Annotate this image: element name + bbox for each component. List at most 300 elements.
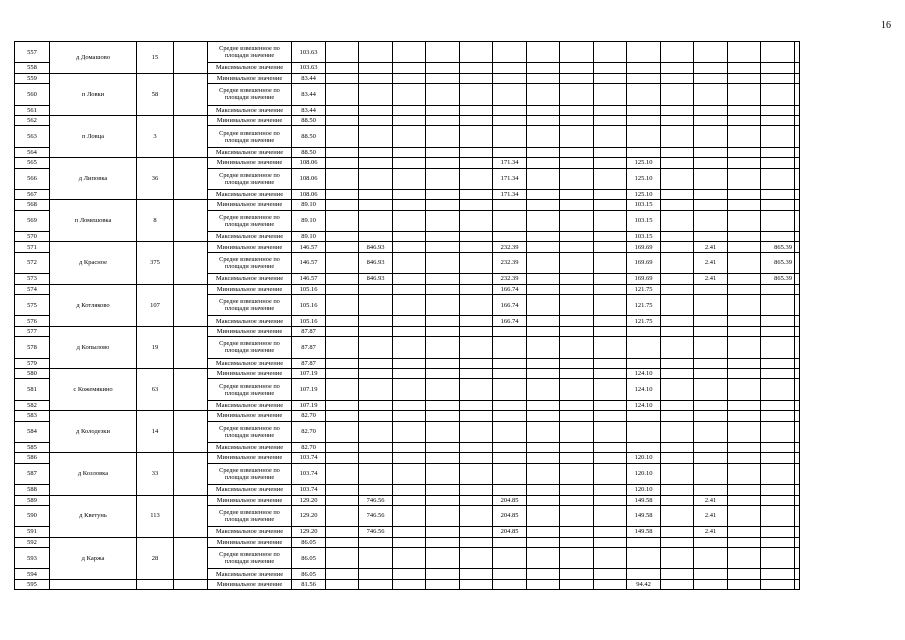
value-cell bbox=[393, 411, 426, 421]
value-kind: Минимальное значение bbox=[208, 242, 292, 252]
value-kind: Минимальное значение bbox=[208, 453, 292, 463]
value-cell bbox=[694, 421, 728, 442]
value-cell bbox=[527, 274, 560, 284]
population: 14 bbox=[137, 411, 174, 453]
value-cell bbox=[795, 326, 800, 336]
population bbox=[137, 579, 174, 589]
value-cell bbox=[359, 548, 393, 569]
value-cell bbox=[761, 579, 795, 589]
value-cell bbox=[326, 242, 359, 252]
row-number: 594 bbox=[15, 569, 50, 579]
value-cell: 124.10 bbox=[627, 400, 661, 410]
row-number: 572 bbox=[15, 252, 50, 273]
value-cell: 103.74 bbox=[292, 453, 326, 463]
value-cell bbox=[359, 126, 393, 147]
value-kind: Средне взвешенное по площади значение bbox=[208, 505, 292, 526]
value-cell bbox=[694, 63, 728, 73]
value-kind: Минимальное значение bbox=[208, 537, 292, 547]
value-cell: 129.20 bbox=[292, 527, 326, 537]
value-cell bbox=[694, 569, 728, 579]
value-cell: 204.85 bbox=[493, 495, 527, 505]
value-cell bbox=[728, 453, 761, 463]
value-cell bbox=[795, 337, 800, 358]
value-cell bbox=[460, 295, 493, 316]
value-cell bbox=[661, 63, 694, 73]
value-cell: 108.06 bbox=[292, 158, 326, 168]
value-cell bbox=[460, 442, 493, 452]
value-cell bbox=[795, 189, 800, 199]
value-cell: 86.05 bbox=[292, 548, 326, 569]
value-cell bbox=[594, 421, 627, 442]
value-cell bbox=[761, 210, 795, 231]
value-kind: Минимальное значение bbox=[208, 326, 292, 336]
value-cell: 169.69 bbox=[627, 252, 661, 273]
value-cell bbox=[460, 63, 493, 73]
value-cell bbox=[761, 495, 795, 505]
value-cell bbox=[393, 368, 426, 378]
value-cell bbox=[359, 463, 393, 484]
value-cell: 82.70 bbox=[292, 411, 326, 421]
value-cell bbox=[560, 527, 594, 537]
value-cell bbox=[460, 284, 493, 294]
value-cell bbox=[426, 485, 460, 495]
value-cell: 86.05 bbox=[292, 537, 326, 547]
value-cell bbox=[560, 548, 594, 569]
value-cell bbox=[661, 485, 694, 495]
value-cell bbox=[594, 42, 627, 63]
value-cell bbox=[426, 326, 460, 336]
value-cell bbox=[359, 337, 393, 358]
value-cell bbox=[795, 105, 800, 115]
value-cell bbox=[426, 579, 460, 589]
value-cell bbox=[393, 548, 426, 569]
value-cell bbox=[393, 453, 426, 463]
value-cell bbox=[694, 84, 728, 105]
value-cell bbox=[493, 84, 527, 105]
value-cell bbox=[393, 158, 426, 168]
value-cell bbox=[527, 453, 560, 463]
value-cell bbox=[527, 411, 560, 421]
value-kind: Максимальное значение bbox=[208, 569, 292, 579]
value-cell bbox=[627, 84, 661, 105]
value-cell bbox=[493, 421, 527, 442]
value-cell bbox=[460, 485, 493, 495]
value-cell bbox=[694, 485, 728, 495]
value-cell bbox=[694, 232, 728, 242]
value-cell bbox=[795, 73, 800, 83]
value-cell bbox=[761, 73, 795, 83]
empty-cell bbox=[174, 579, 208, 589]
population: 375 bbox=[137, 242, 174, 284]
value-cell bbox=[761, 326, 795, 336]
value-cell bbox=[560, 242, 594, 252]
value-cell: 865.39 bbox=[761, 252, 795, 273]
empty-cell bbox=[174, 284, 208, 326]
empty-cell bbox=[174, 42, 208, 74]
value-cell: 865.39 bbox=[761, 274, 795, 284]
value-cell bbox=[527, 368, 560, 378]
value-cell: 87.87 bbox=[292, 337, 326, 358]
value-cell: 103.63 bbox=[292, 63, 326, 73]
value-cell: 107.19 bbox=[292, 368, 326, 378]
value-cell bbox=[661, 400, 694, 410]
value-cell bbox=[728, 242, 761, 252]
row-number: 593 bbox=[15, 548, 50, 569]
value-cell bbox=[694, 284, 728, 294]
value-cell bbox=[460, 326, 493, 336]
value-cell bbox=[527, 210, 560, 231]
value-cell bbox=[627, 73, 661, 83]
value-cell bbox=[728, 548, 761, 569]
value-kind: Минимальное значение bbox=[208, 368, 292, 378]
value-cell bbox=[326, 368, 359, 378]
value-kind: Максимальное значение bbox=[208, 189, 292, 199]
value-cell bbox=[627, 42, 661, 63]
value-cell bbox=[560, 505, 594, 526]
value-cell bbox=[661, 274, 694, 284]
value-cell bbox=[393, 495, 426, 505]
value-cell: 232.39 bbox=[493, 252, 527, 273]
value-cell bbox=[326, 527, 359, 537]
value-cell bbox=[594, 463, 627, 484]
value-cell bbox=[761, 284, 795, 294]
value-cell bbox=[326, 579, 359, 589]
value-cell bbox=[594, 158, 627, 168]
value-cell bbox=[594, 505, 627, 526]
row-number: 591 bbox=[15, 527, 50, 537]
table-row bbox=[15, 537, 800, 547]
value-cell bbox=[527, 548, 560, 569]
value-cell bbox=[728, 368, 761, 378]
value-cell: 124.10 bbox=[627, 379, 661, 400]
value-cell bbox=[594, 232, 627, 242]
value-cell bbox=[326, 463, 359, 484]
value-cell bbox=[326, 189, 359, 199]
value-cell bbox=[426, 505, 460, 526]
value-cell bbox=[460, 189, 493, 199]
value-cell bbox=[426, 84, 460, 105]
value-cell bbox=[460, 252, 493, 273]
settlement-name: д Кветунь bbox=[50, 495, 137, 537]
value-cell bbox=[594, 358, 627, 368]
value-cell bbox=[728, 126, 761, 147]
value-cell bbox=[560, 115, 594, 125]
value-cell bbox=[627, 63, 661, 73]
value-cell bbox=[795, 126, 800, 147]
value-cell bbox=[393, 73, 426, 83]
value-cell bbox=[460, 200, 493, 210]
value-cell bbox=[594, 115, 627, 125]
value-cell bbox=[594, 84, 627, 105]
population: 107 bbox=[137, 284, 174, 326]
value-cell bbox=[795, 548, 800, 569]
value-cell bbox=[795, 411, 800, 421]
value-cell bbox=[728, 495, 761, 505]
value-cell bbox=[594, 295, 627, 316]
row-number: 563 bbox=[15, 126, 50, 147]
value-cell bbox=[527, 295, 560, 316]
value-kind: Минимальное значение bbox=[208, 115, 292, 125]
value-cell: 166.74 bbox=[493, 284, 527, 294]
value-cell bbox=[694, 42, 728, 63]
settlement-name: д Котляково bbox=[50, 284, 137, 326]
value-cell bbox=[594, 326, 627, 336]
value-cell bbox=[460, 158, 493, 168]
value-cell bbox=[761, 411, 795, 421]
value-cell bbox=[728, 569, 761, 579]
value-cell bbox=[795, 442, 800, 452]
value-cell: 124.10 bbox=[627, 368, 661, 378]
population: 58 bbox=[137, 73, 174, 115]
row-number: 580 bbox=[15, 368, 50, 378]
value-kind: Минимальное значение bbox=[208, 495, 292, 505]
value-cell: 108.06 bbox=[292, 189, 326, 199]
value-cell bbox=[460, 105, 493, 115]
value-cell bbox=[661, 316, 694, 326]
value-cell: 107.19 bbox=[292, 379, 326, 400]
value-cell bbox=[426, 189, 460, 199]
settlement-name: д Колодезки bbox=[50, 411, 137, 453]
value-cell bbox=[326, 73, 359, 83]
value-cell bbox=[426, 411, 460, 421]
value-cell bbox=[493, 453, 527, 463]
value-cell bbox=[493, 463, 527, 484]
value-cell bbox=[594, 495, 627, 505]
value-cell bbox=[460, 368, 493, 378]
value-cell bbox=[728, 337, 761, 358]
value-cell bbox=[661, 411, 694, 421]
settlement-name: д Домашово bbox=[50, 42, 137, 74]
value-cell bbox=[661, 453, 694, 463]
value-kind: Средне взвешенное по площади значение bbox=[208, 168, 292, 189]
value-cell bbox=[560, 189, 594, 199]
value-cell bbox=[795, 569, 800, 579]
value-cell bbox=[594, 242, 627, 252]
value-cell bbox=[728, 316, 761, 326]
value-cell bbox=[359, 537, 393, 547]
value-cell bbox=[761, 537, 795, 547]
value-cell bbox=[560, 210, 594, 231]
value-cell bbox=[694, 400, 728, 410]
value-cell bbox=[359, 84, 393, 105]
value-cell bbox=[460, 527, 493, 537]
value-cell bbox=[594, 368, 627, 378]
value-cell bbox=[795, 147, 800, 157]
value-cell: 88.50 bbox=[292, 126, 326, 147]
population: 15 bbox=[137, 42, 174, 74]
value-cell bbox=[493, 548, 527, 569]
value-cell bbox=[326, 158, 359, 168]
value-cell: 120.10 bbox=[627, 463, 661, 484]
value-cell bbox=[326, 569, 359, 579]
value-cell bbox=[460, 168, 493, 189]
value-kind: Средне взвешенное по площади значение bbox=[208, 42, 292, 63]
population: 8 bbox=[137, 200, 174, 242]
value-cell: 103.15 bbox=[627, 210, 661, 231]
value-cell bbox=[594, 126, 627, 147]
value-cell: 103.15 bbox=[627, 232, 661, 242]
value-cell bbox=[761, 548, 795, 569]
value-cell bbox=[694, 537, 728, 547]
value-cell bbox=[728, 200, 761, 210]
value-cell bbox=[560, 411, 594, 421]
value-cell bbox=[426, 274, 460, 284]
row-number: 565 bbox=[15, 158, 50, 168]
row-number: 560 bbox=[15, 84, 50, 105]
value-cell bbox=[326, 442, 359, 452]
value-cell bbox=[761, 368, 795, 378]
value-cell bbox=[694, 168, 728, 189]
value-cell bbox=[661, 295, 694, 316]
value-cell bbox=[359, 400, 393, 410]
value-cell bbox=[627, 442, 661, 452]
table-row bbox=[15, 495, 800, 505]
value-kind: Максимальное значение bbox=[208, 232, 292, 242]
value-cell: 204.85 bbox=[493, 527, 527, 537]
value-cell bbox=[460, 242, 493, 252]
value-cell bbox=[493, 63, 527, 73]
value-cell: 149.58 bbox=[627, 505, 661, 526]
value-cell bbox=[326, 337, 359, 358]
value-cell bbox=[694, 326, 728, 336]
value-cell bbox=[359, 73, 393, 83]
value-cell bbox=[460, 147, 493, 157]
value-cell: 103.15 bbox=[627, 200, 661, 210]
table-row bbox=[15, 411, 800, 421]
value-cell bbox=[426, 210, 460, 231]
settlement-name: с Кожемякино bbox=[50, 368, 137, 410]
value-cell bbox=[728, 284, 761, 294]
value-cell bbox=[527, 326, 560, 336]
value-cell bbox=[560, 579, 594, 589]
value-cell bbox=[426, 337, 460, 358]
value-cell bbox=[560, 495, 594, 505]
value-cell: 169.69 bbox=[627, 274, 661, 284]
row-number: 574 bbox=[15, 284, 50, 294]
value-cell bbox=[560, 63, 594, 73]
value-cell bbox=[326, 485, 359, 495]
value-cell bbox=[527, 569, 560, 579]
value-cell bbox=[761, 527, 795, 537]
value-cell: 166.74 bbox=[493, 316, 527, 326]
value-cell bbox=[560, 326, 594, 336]
value-cell bbox=[761, 200, 795, 210]
value-cell bbox=[795, 158, 800, 168]
row-number: 585 bbox=[15, 442, 50, 452]
value-cell bbox=[795, 115, 800, 125]
value-cell bbox=[795, 42, 800, 63]
value-cell bbox=[460, 411, 493, 421]
value-cell bbox=[694, 368, 728, 378]
value-cell bbox=[326, 274, 359, 284]
value-cell bbox=[661, 200, 694, 210]
value-cell bbox=[694, 411, 728, 421]
value-cell: 121.75 bbox=[627, 284, 661, 294]
value-cell bbox=[661, 421, 694, 442]
value-cell bbox=[795, 284, 800, 294]
row-number: 558 bbox=[15, 63, 50, 73]
value-cell bbox=[493, 400, 527, 410]
value-cell bbox=[527, 42, 560, 63]
row-number: 559 bbox=[15, 73, 50, 83]
value-cell bbox=[426, 316, 460, 326]
value-cell bbox=[661, 537, 694, 547]
value-cell bbox=[661, 232, 694, 242]
value-cell bbox=[627, 358, 661, 368]
value-cell bbox=[393, 569, 426, 579]
value-cell: 166.74 bbox=[493, 295, 527, 316]
value-cell bbox=[527, 189, 560, 199]
value-cell bbox=[661, 158, 694, 168]
row-number: 566 bbox=[15, 168, 50, 189]
value-cell bbox=[393, 316, 426, 326]
value-cell bbox=[493, 105, 527, 115]
value-kind: Средне взвешенное по площади значение bbox=[208, 295, 292, 316]
value-cell bbox=[326, 326, 359, 336]
value-cell bbox=[661, 379, 694, 400]
value-cell bbox=[594, 537, 627, 547]
value-cell bbox=[728, 579, 761, 589]
value-cell bbox=[594, 379, 627, 400]
value-cell bbox=[460, 463, 493, 484]
value-cell bbox=[728, 295, 761, 316]
value-cell bbox=[728, 485, 761, 495]
value-cell: 146.57 bbox=[292, 242, 326, 252]
value-cell: 94.42 bbox=[627, 579, 661, 589]
row-number: 578 bbox=[15, 337, 50, 358]
row-number: 583 bbox=[15, 411, 50, 421]
value-cell bbox=[426, 495, 460, 505]
value-cell: 169.69 bbox=[627, 242, 661, 252]
value-cell bbox=[661, 284, 694, 294]
value-cell bbox=[359, 326, 393, 336]
row-number: 587 bbox=[15, 463, 50, 484]
value-cell bbox=[728, 232, 761, 242]
value-cell bbox=[661, 73, 694, 83]
value-cell bbox=[761, 147, 795, 157]
value-cell bbox=[661, 579, 694, 589]
value-cell bbox=[359, 115, 393, 125]
row-number: 576 bbox=[15, 316, 50, 326]
table-row bbox=[15, 579, 800, 589]
row-number: 595 bbox=[15, 579, 50, 589]
value-cell bbox=[728, 147, 761, 157]
value-cell bbox=[359, 42, 393, 63]
value-cell bbox=[694, 295, 728, 316]
value-cell bbox=[426, 200, 460, 210]
value-cell bbox=[661, 210, 694, 231]
row-number: 569 bbox=[15, 210, 50, 231]
value-cell bbox=[493, 115, 527, 125]
value-cell bbox=[761, 442, 795, 452]
value-cell bbox=[795, 168, 800, 189]
value-kind: Минимальное значение bbox=[208, 158, 292, 168]
value-cell: 171.34 bbox=[493, 189, 527, 199]
value-cell bbox=[460, 569, 493, 579]
value-cell bbox=[359, 368, 393, 378]
value-cell bbox=[426, 242, 460, 252]
empty-cell bbox=[174, 158, 208, 200]
row-number: 588 bbox=[15, 485, 50, 495]
value-cell bbox=[326, 421, 359, 442]
value-cell bbox=[594, 200, 627, 210]
value-kind: Максимальное значение bbox=[208, 442, 292, 452]
value-cell bbox=[460, 84, 493, 105]
value-cell bbox=[460, 579, 493, 589]
value-cell bbox=[761, 126, 795, 147]
value-cell bbox=[460, 274, 493, 284]
value-cell: 746.56 bbox=[359, 527, 393, 537]
